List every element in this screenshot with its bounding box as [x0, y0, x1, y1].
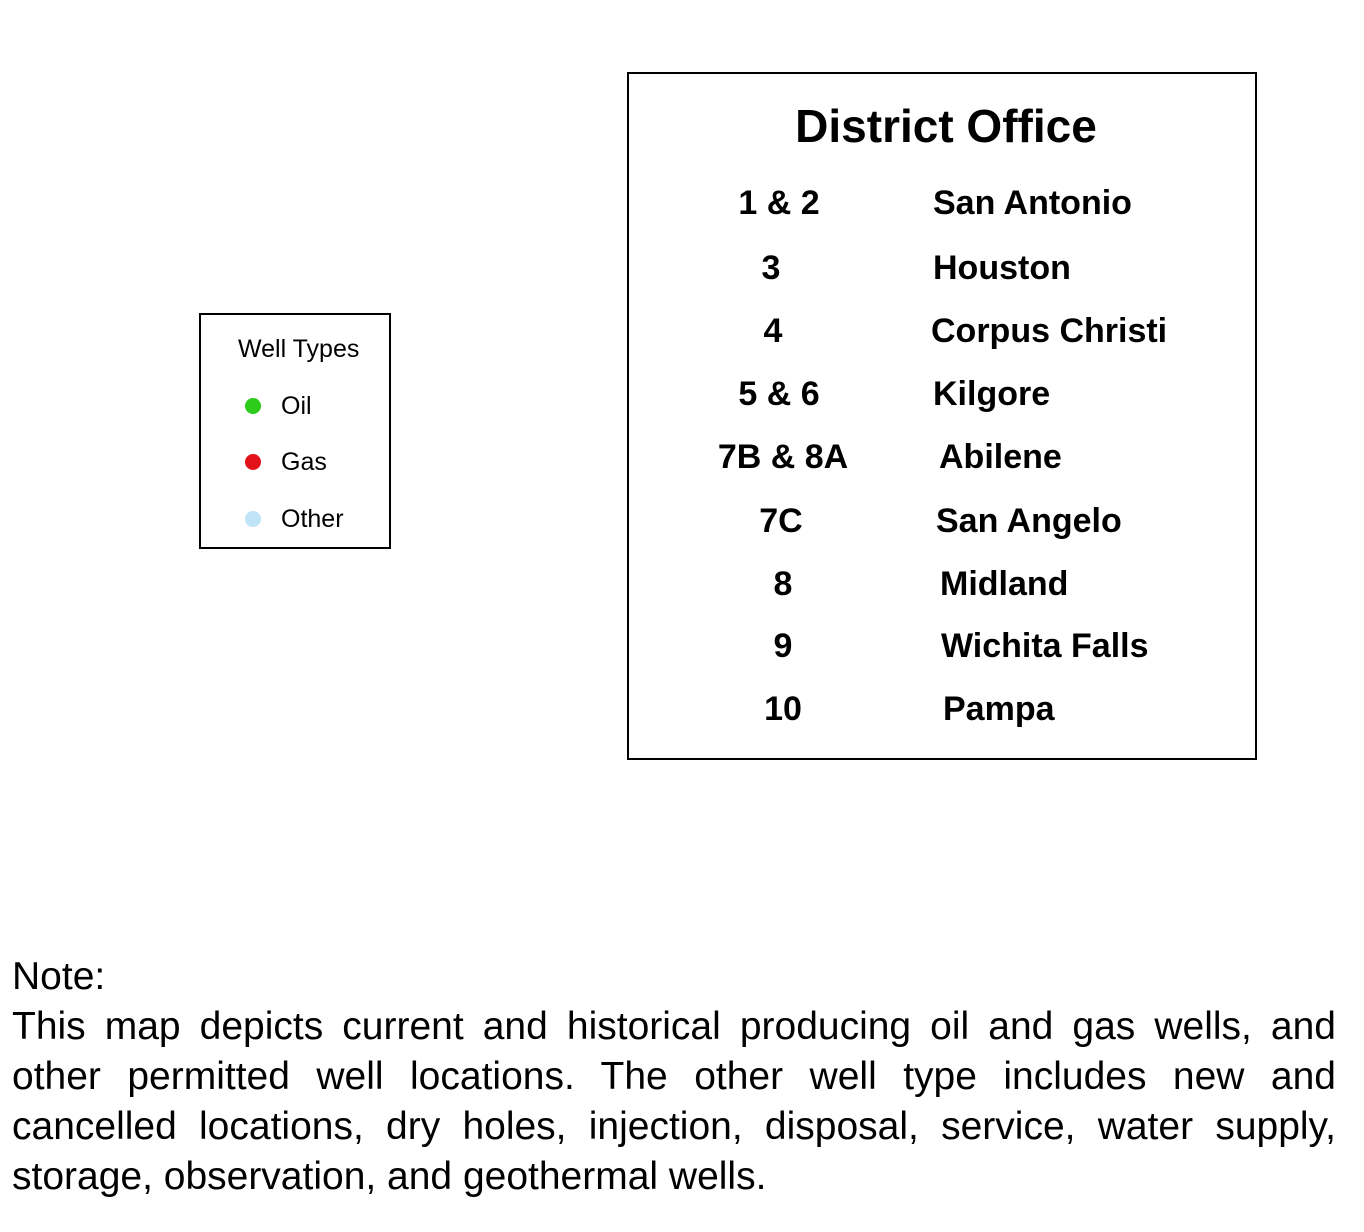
district-row [629, 311, 1255, 351]
legend-title: Well Types [238, 335, 360, 363]
district-number: 10 [764, 690, 802, 728]
district-number: 9 [773, 627, 793, 665]
legend-label-oil: Oil [281, 392, 312, 420]
gas-dot-icon [245, 454, 261, 470]
district-number: 7B & 8A [717, 438, 849, 476]
district-number: 3 [761, 249, 781, 287]
district-row [629, 437, 1255, 477]
district-row [629, 501, 1255, 541]
district-number: 7C [759, 502, 803, 540]
district-office-city: Wichita Falls [941, 627, 1149, 665]
note-text: This map depicts current and historical producing oil and gas wells, and other permitted well locations. The other well type includes new and cancelled locations, dry holes, injection, disposal, service, water supply, storage, observation, and geothermal wells. [12, 1005, 1336, 1198]
district-office-city: Corpus Christi [931, 312, 1168, 350]
legend-item-oil [245, 391, 312, 421]
district-row [629, 564, 1255, 604]
district-row [629, 626, 1255, 666]
other-dot-icon [245, 511, 261, 527]
district-office-city: Houston [933, 249, 1071, 287]
district-office-title: District Office [795, 100, 1097, 152]
district-office-city: San Angelo [936, 502, 1122, 540]
well-types-legend [199, 313, 391, 549]
district-office-table [627, 72, 1257, 760]
district-row [629, 374, 1255, 414]
legend-item-other [245, 504, 344, 534]
legend-item-gas [245, 447, 327, 477]
oil-dot-icon [245, 398, 261, 414]
district-number: 8 [773, 565, 793, 603]
district-number: 5 & 6 [738, 375, 820, 413]
district-row [629, 248, 1255, 288]
district-office-city: Kilgore [933, 375, 1051, 413]
legend-label-gas: Gas [281, 448, 327, 476]
district-number: 1 & 2 [738, 184, 820, 222]
district-office-city: Pampa [943, 690, 1055, 728]
district-office-city: Midland [940, 565, 1069, 603]
district-office-city: Abilene [939, 438, 1062, 476]
district-row [629, 183, 1255, 223]
note-label: Note: [12, 955, 106, 998]
district-office-city: San Antonio [933, 184, 1132, 222]
map-note [12, 952, 1336, 1202]
legend-label-other: Other [281, 505, 344, 533]
district-row [629, 689, 1255, 729]
district-number: 4 [763, 312, 783, 350]
